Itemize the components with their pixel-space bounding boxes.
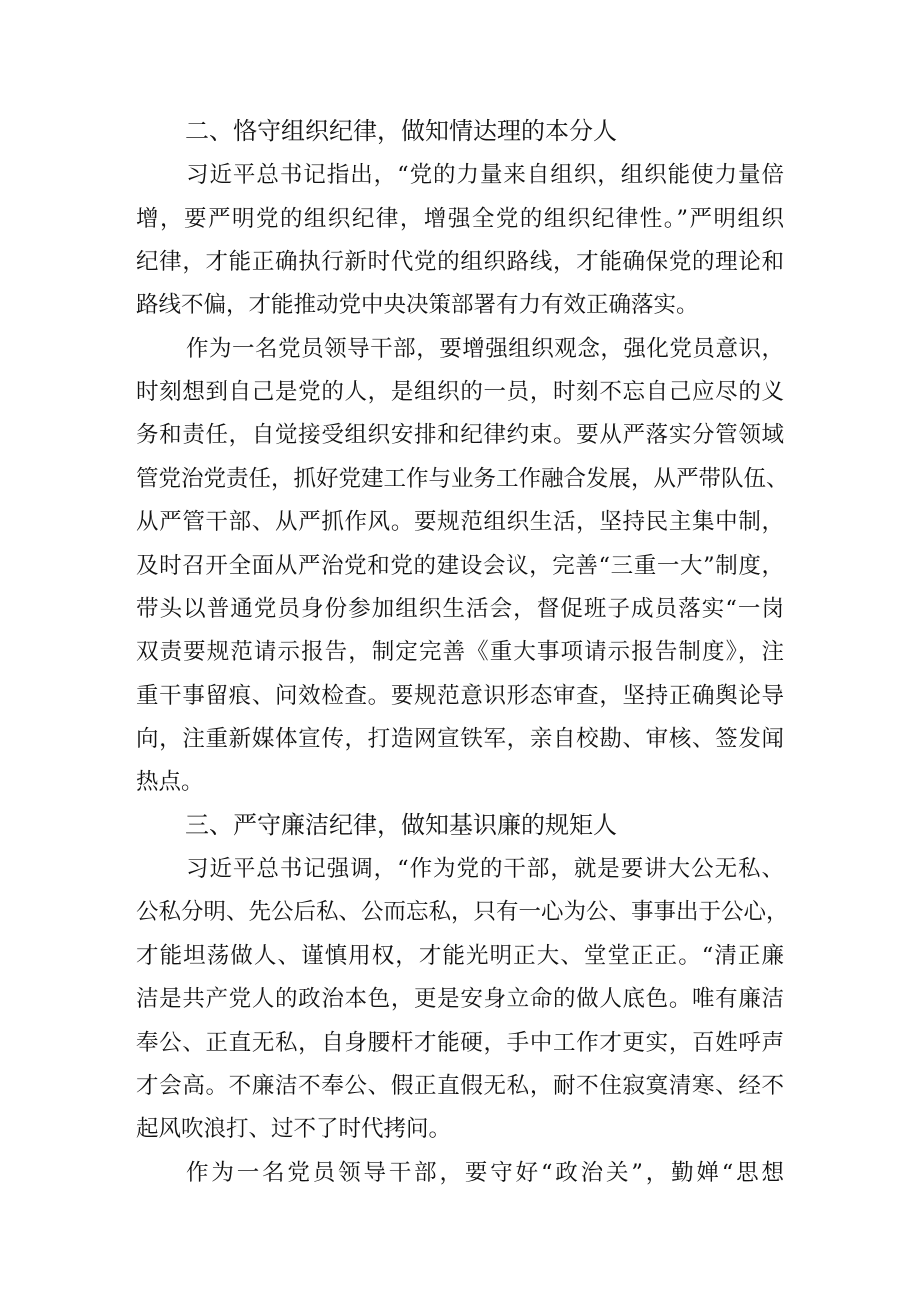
paragraph-line: 作为一名党员领导干部，要增强组织观念，强化党员意识， xyxy=(186,336,784,362)
paragraph-line: 及时召开全面从严治党和党的建设会议，完善“三重一大”制度， xyxy=(136,553,784,579)
paragraph-line: 纪律，才能正确执行新时代党的组织路线，才能确保党的理论和 xyxy=(136,249,784,275)
paragraph-line: 重干事留痕、问效检查。要规范意识形态审查，坚持正确舆论导 xyxy=(136,683,784,709)
paragraph-line: 从严管干部、从严抓作风。要规范组织生活，坚持民主集中制， xyxy=(136,509,784,535)
paragraph-line: 习近平总书记指出，“党的力量来自组织，组织能使力量倍 xyxy=(186,162,784,188)
section-3-heading: 三、严守廉洁纪律，做知基识廉的规矩人 xyxy=(185,811,617,839)
paragraph-line: 增，要严明党的组织纪律，增强全党的组织纪律性。”严明组织 xyxy=(136,206,784,232)
section-2-heading: 二、恪守组织纪律，做知情达理的本分人 xyxy=(185,117,617,145)
paragraph-line: 时刻想到自己是党的人，是组织的一员，时刻不忘自己应尽的义 xyxy=(136,379,784,405)
paragraph-line: 热点。 xyxy=(136,769,204,795)
paragraph-line: 务和责任，自觉接受组织安排和纪律约束。要从严落实分管领域 xyxy=(136,422,784,448)
paragraph-line: 双责要规范请示报告，制定完善《重大事项请示报告制度》，注 xyxy=(136,639,784,665)
paragraph-line: 路线不偏，才能推动党中央决策部署有力有效正确落实。 xyxy=(136,292,699,318)
paragraph-line: 公私分明、先公后私、公而忘私，只有一心为公、事事出于公心， xyxy=(136,899,789,925)
paragraph-line: 洁是共产党人的政治本色，更是安身立命的做人底色。唯有廉洁 xyxy=(136,986,784,1012)
paragraph-line: 管党治党责任，抓好党建工作与业务工作融合发展，从严带队伍、 xyxy=(136,466,789,492)
paragraph-line: 起风吹浪打、过不了时代拷问。 xyxy=(136,1116,452,1142)
paragraph-line: 向，注重新媒体宣传，打造网宣铁军，亲自校勘、审核、签发闻 xyxy=(136,726,784,752)
paragraph-line: 习近平总书记强调，“作为党的干部，就是要讲大公无私、 xyxy=(186,856,784,882)
paragraph-line: 作为一名党员领导干部，要守好“政治关”，勤婵“思想 xyxy=(186,1160,784,1186)
paragraph-line: 奉公、正直无私，自身腰杆才能硬，手中工作才更实，百姓呼声 xyxy=(136,1030,784,1056)
paragraph-line: 才能坦荡做人、谨慎用权，才能光明正大、堂堂正正。“清正廉 xyxy=(136,943,784,969)
paragraph-line: 才会高。不廉洁不奉公、假正直假无私，耐不住寂寞清寒、经不 xyxy=(136,1073,784,1099)
paragraph-line: 带头以普通党员身份参加组织生活会，督促班子成员落实“一岗 xyxy=(136,596,784,622)
